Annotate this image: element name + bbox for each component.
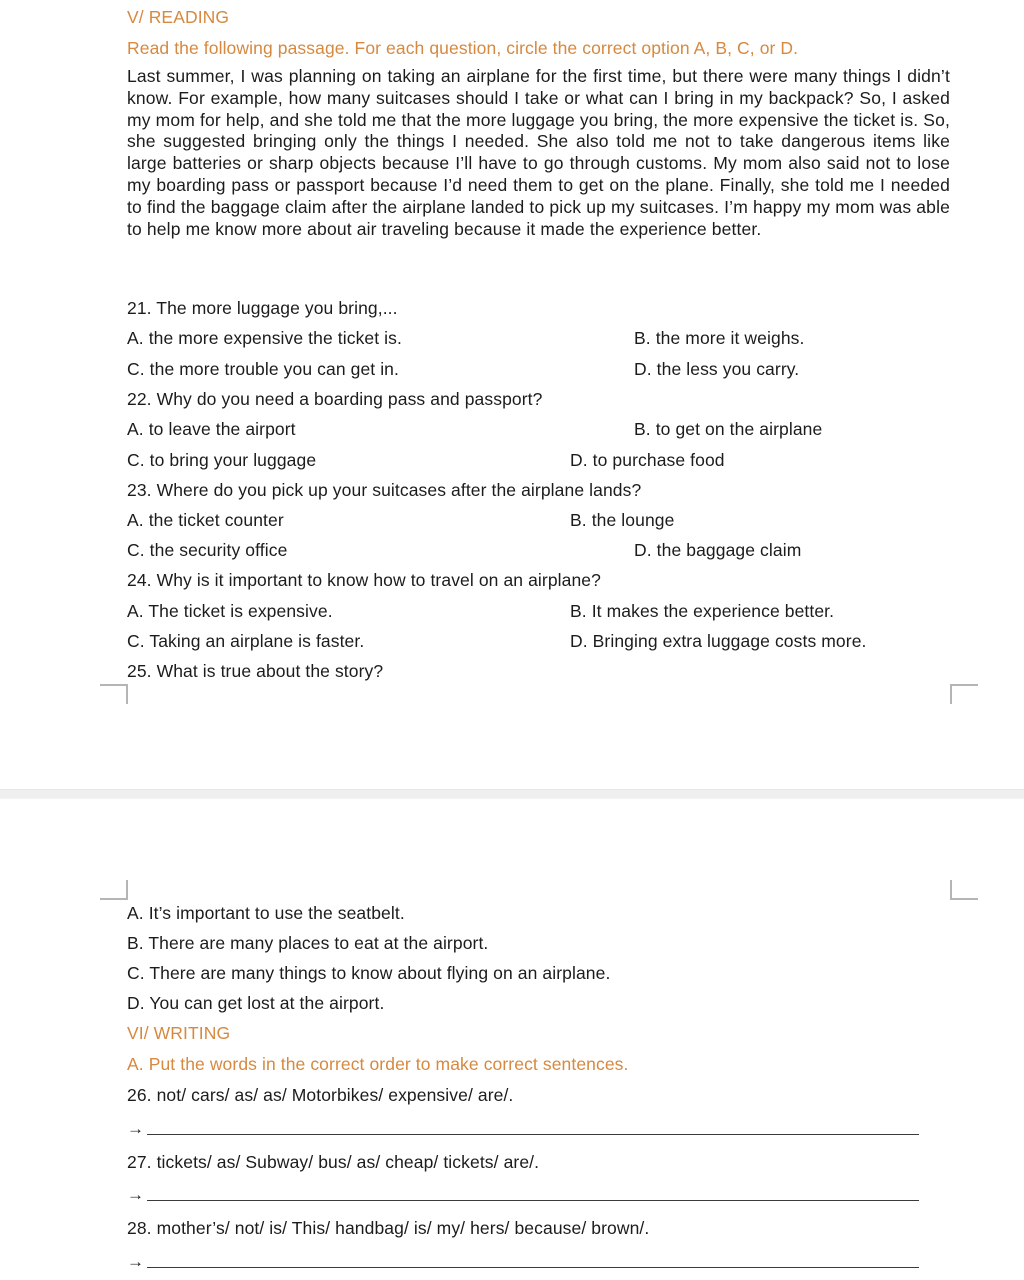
question-23-option-c[interactable]: C. the security office [127, 540, 288, 560]
reading-section-heading: V/ READING [127, 7, 230, 27]
question-22-option-b[interactable]: B. to get on the airplane [634, 419, 823, 439]
writing-section-heading: VI/ WRITING [127, 1023, 231, 1043]
writing-item-26-answer-line[interactable] [127, 1118, 919, 1140]
question-23-option-a[interactable]: A. the ticket counter [127, 510, 284, 530]
page-divider [0, 789, 1024, 799]
arrow-icon: → [127, 1185, 144, 1204]
question-23-stem: 23. Where do you pick up your suitcases after the airplane lands? [127, 480, 642, 500]
question-22-option-c[interactable]: C. to bring your luggage [127, 450, 317, 470]
writing-item-27-prompt: 27. tickets/ as/ Subway/ bus/ as/ cheap/ tickets/ are/. [127, 1152, 540, 1172]
reading-passage: Last summer, I was planning on taking an airplane for the first time, but there were many things I didn’t know. For example, how many suitcases should I take or what can I bring in my backpack? So, I asked my mom for help, and she told me that the more luggage you bring, the more expensive the ticket is. So, she suggested bringing only the things I needed. She also told me not to take dangerous items like large batteries or sharp objects because I’ll have to go through customs. My mom also said not to lose my boarding pass or passport because I’d need them to get on the plane. Finally, she told me I needed to find the baggage claim after the airplane landed to pick up my suitcases. I’m happy my mom was able to help me know more about air traveling because it made the experience better. [127, 66, 950, 239]
question-22-stem: 22. Why do you need a boarding pass and passport? [127, 389, 543, 409]
writing-item-26-prompt: 26. not/ cars/ as/ as/ Motorbikes/ expensive/ are/. [127, 1085, 514, 1105]
question-21-option-b[interactable]: B. the more it weighs. [634, 328, 805, 348]
page-corner-mark [950, 880, 978, 900]
question-25-option-d[interactable]: D. You can get lost at the airport. [127, 993, 385, 1013]
question-22-option-d[interactable]: D. to purchase food [570, 450, 725, 470]
question-25-option-a[interactable]: A. It’s important to use the seatbelt. [127, 903, 405, 923]
arrow-icon: → [127, 1119, 144, 1138]
page-corner-mark [950, 684, 978, 704]
question-24-option-d[interactable]: D. Bringing extra luggage costs more. [570, 631, 867, 651]
answer-blank[interactable] [147, 1134, 919, 1135]
question-24-option-a[interactable]: A. The ticket is expensive. [127, 601, 333, 621]
writing-item-27-answer-line[interactable] [127, 1184, 919, 1206]
answer-blank[interactable] [147, 1200, 919, 1201]
question-25-option-b[interactable]: B. There are many places to eat at the airport. [127, 933, 489, 953]
question-21-option-c[interactable]: C. the more trouble you can get in. [127, 359, 399, 379]
question-23-option-b[interactable]: B. the lounge [570, 510, 675, 530]
writing-instruction: A. Put the words in the correct order to make correct sentences. [127, 1054, 629, 1074]
question-25-stem: 25. What is true about the story? [127, 661, 384, 681]
question-23-option-d[interactable]: D. the baggage claim [634, 540, 802, 560]
answer-blank[interactable] [147, 1267, 919, 1268]
question-24-stem: 24. Why is it important to know how to travel on an airplane? [127, 570, 601, 590]
reading-instruction: Read the following passage. For each question, circle the correct option A, B, C, or D. [127, 38, 799, 58]
question-25-option-c[interactable]: C. There are many things to know about flying on an airplane. [127, 963, 611, 983]
question-21-option-a[interactable]: A. the more expensive the ticket is. [127, 328, 402, 348]
question-24-option-c[interactable]: C. Taking an airplane is faster. [127, 631, 365, 651]
question-21-option-d[interactable]: D. the less you carry. [634, 359, 800, 379]
arrow-icon: → [127, 1252, 144, 1271]
writing-item-28-answer-line[interactable] [127, 1251, 919, 1273]
question-24-option-b[interactable]: B. It makes the experience better. [570, 601, 835, 621]
page-corner-mark [100, 684, 128, 704]
question-22-option-a[interactable]: A. to leave the airport [127, 419, 296, 439]
writing-item-28-prompt: 28. mother’s/ not/ is/ This/ handbag/ is/ my/ hers/ because/ brown/. [127, 1218, 650, 1238]
question-21-stem: 21. The more luggage you bring,... [127, 298, 398, 318]
page-corner-mark [100, 880, 128, 900]
